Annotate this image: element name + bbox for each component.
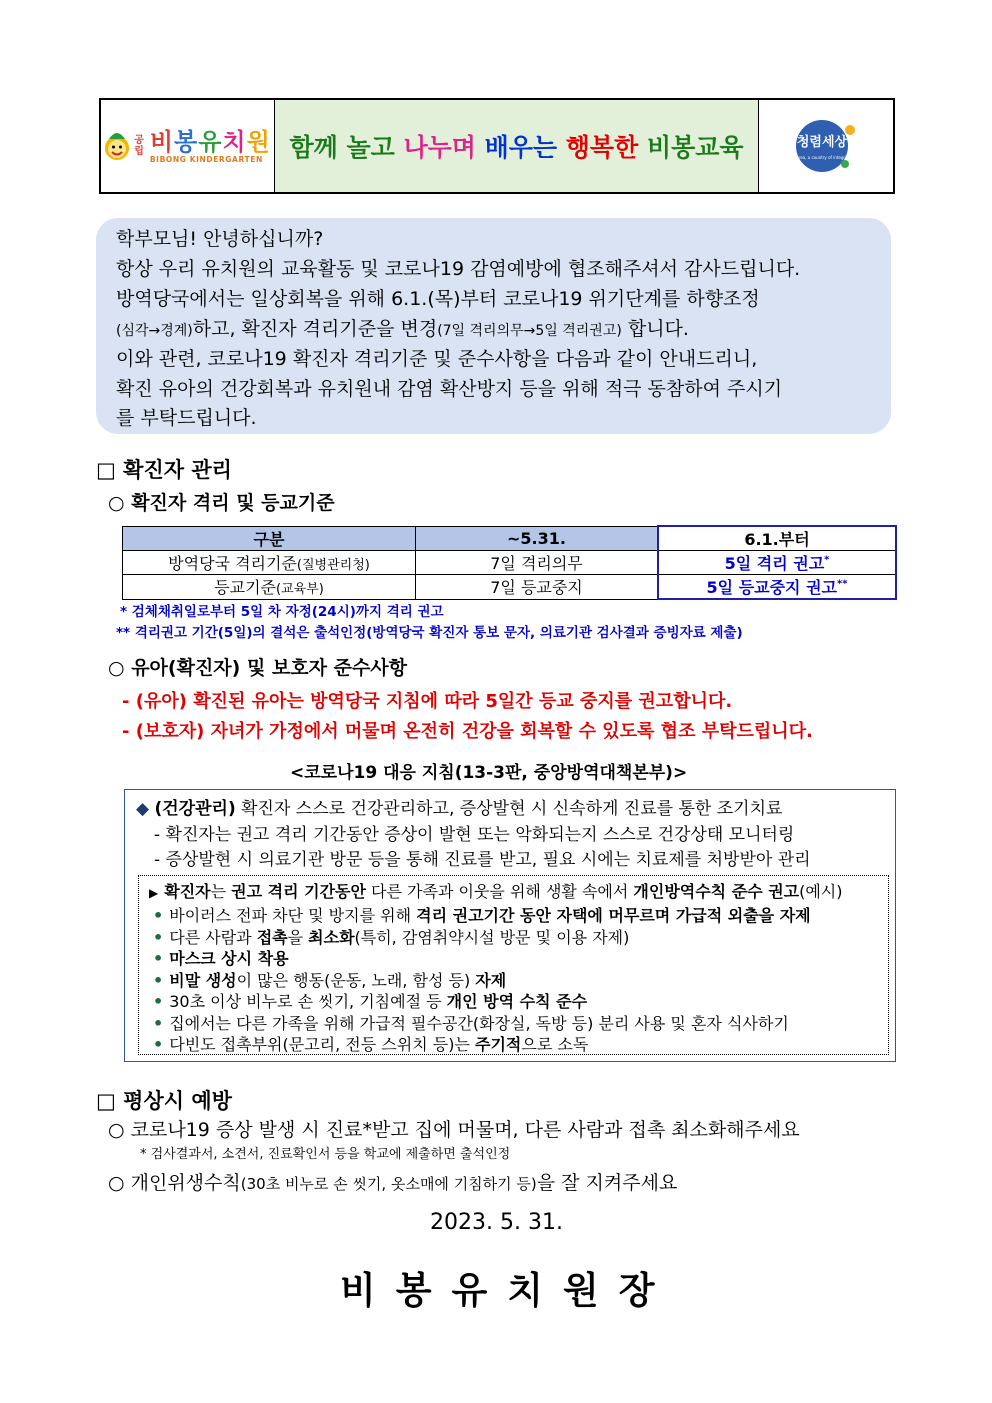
personal-rules-box <box>138 875 889 1055</box>
table-cell-new: 5일 등교중지 권고** <box>658 575 896 600</box>
list-item-text: 주기적 <box>475 1035 522 1054</box>
logo-subtitle: BIBONG KINDERGARTEN <box>149 154 263 164</box>
bullet-icon: • <box>153 927 164 947</box>
table-header-until: ~5.31. <box>416 526 659 551</box>
greeting-line-5: 이와 관련, 코로나19 확진자 격리기준 및 준수사항을 다음과 같이 안내드리니, <box>116 348 758 370</box>
logo-tag-2: 립 <box>134 146 144 157</box>
guideline-sub-1: - 확진자는 권고 격리 기간동안 증상이 발현 또는 악화되는지 스스로 건강상태 모니터링 <box>154 825 795 845</box>
table-row <box>123 551 897 575</box>
logo-letter: 원 <box>246 127 271 156</box>
slogan-word: 나누며 <box>403 133 485 162</box>
table-header-row <box>123 526 897 551</box>
integrity-badge-icon <box>790 118 862 174</box>
list-item <box>153 903 811 926</box>
list-item-text: 격리 권고기간 동안 자택에 머무르며 가급적 외출을 자제 <box>416 906 811 925</box>
diamond-bullet-icon: ◆ <box>136 799 150 819</box>
health-management-line: ◆ (건강관리) 확진자 스스로 건강관리하고, 증상발현 시 신속하게 진료를 통한 조기치료 <box>136 799 783 819</box>
prevention-line-2: ○ 개인위생수칙(30초 비누로 손 씻기, 옷소매에 기침하기 등)을 잘 지켜주세요 <box>108 1172 678 1194</box>
list-item-text: 으로 소독 <box>521 1035 589 1054</box>
list-item-text: 이 많은 행동(운동, 노래, 함성 등) <box>236 970 476 990</box>
table-cell-label: 방역당국 격리기준(질병관리청) <box>123 551 416 575</box>
greeting-box <box>96 218 891 434</box>
logo-letter: 유 <box>198 127 223 156</box>
bullet-icon: • <box>153 949 164 968</box>
section-title-prevention: □ 평상시 예방 <box>96 1089 232 1113</box>
bullet-icon: • <box>153 970 164 990</box>
greeting-line-1: 학부모님! 안녕하십니까? <box>116 228 324 250</box>
list-item-text: 30초 이상 비누로 손 씻기, 기침예절 등 <box>169 992 447 1011</box>
table-cell-old: 7일 등교중지 <box>416 575 659 600</box>
list-item-text: 바이러스 전파 차단 및 방지를 위해 <box>169 906 417 925</box>
isolation-table <box>122 525 897 600</box>
logo-letter: 봉 <box>174 127 199 156</box>
logo-letter: 비 <box>149 127 175 156</box>
letterhead <box>99 98 895 194</box>
table-note-2: ** 격리권고 기간(5일)의 결석은 출석인정(방역당국 확진자 통보 문자, 의료기관 검사결과 증빙자료 제출) <box>116 625 743 641</box>
table-cell-new: 5일 격리 권고* <box>658 551 896 575</box>
list-item-text: 을 <box>287 927 309 947</box>
list-item <box>153 989 587 1012</box>
list-item-text: 다빈도 접촉부위(문고리, 전등 스위치 등)는 <box>169 1035 475 1054</box>
list-item <box>153 968 506 991</box>
greeting-line-6: 확진 유아의 건강회복과 유치원내 감염 확산방지 등을 위해 적극 동참하여 주시기 <box>116 378 783 400</box>
child-guideline: - (유아) 확진된 유아는 방역당국 지침에 따라 5일간 등교 중지를 권고합니다. <box>122 691 733 712</box>
guideline-title: <코로나19 대응 지침(13-3판, 중앙방역대책본부)> <box>290 763 688 783</box>
list-item <box>153 946 289 969</box>
personal-rules-heading: ▶ 확진자는 권고 격리 기간동안 다른 가족과 이웃을 위해 생활 속에서 개인방역수칙 준수 권고(예시) <box>149 882 843 901</box>
slogan-word: 배우는 <box>484 133 566 162</box>
table-header-category: 구분 <box>123 526 416 551</box>
logo-tag-1: 공 <box>134 135 144 146</box>
table-cell-label: 등교기준(교육부) <box>123 575 416 600</box>
subsection-isolation-criteria: ○ 확진자 격리 및 등교기준 <box>108 492 335 514</box>
list-item <box>153 1011 789 1034</box>
list-item-text: (특히, 감염취약시설 방문 및 이용 자제) <box>354 927 630 947</box>
table-header-from: 6.1.부터 <box>658 526 896 551</box>
table-cell-old: 7일 격리의무 <box>416 551 659 575</box>
greeting-line-4: (심각→경계)하고, 확진자 격리기준을 변경(7일 격리의무→5일 격리권고) 합니다. <box>116 318 689 340</box>
integrity-emblem <box>759 100 893 192</box>
section-title-confirmed: □ 확진자 관리 <box>96 458 232 482</box>
guardian-guideline: - (보호자) 자녀가 가정에서 머물며 온전히 건강을 회복할 수 있도록 협조 부탁드립니다. <box>122 721 813 742</box>
table-row <box>123 575 897 600</box>
bullet-icon: • <box>153 992 164 1011</box>
prevention-line-1: ○ 코로나19 증상 발생 시 진료*받고 집에 머물며, 다른 사람과 접촉 최소화해주세요 <box>108 1119 800 1141</box>
guideline-sub-2: - 증상발현 시 의료기관 방문 등을 통해 진료를 받고, 필요 시에는 치료제를 처방받아 관리 <box>154 850 811 870</box>
slogan <box>275 100 759 192</box>
logo-name <box>150 129 271 155</box>
child-face-icon <box>104 129 130 163</box>
subsection-compliance: ○ 유아(확진자) 및 보호자 준수사항 <box>108 657 408 679</box>
greeting-line-2: 항상 우리 유치원의 교육활동 및 코로나19 감염예방에 협조해주셔서 감사드립니다. <box>116 258 801 280</box>
list-item-text: 다른 사람과 <box>169 927 257 947</box>
list-item-text: 비말 생성 <box>169 970 237 990</box>
list-item <box>153 925 629 948</box>
school-logo <box>101 100 275 192</box>
triangle-bullet-icon: ▶ <box>149 886 159 900</box>
principal-signature: 비봉유치원장 <box>340 1269 675 1312</box>
prevention-note: * 검사결과서, 소견서, 진료확인서 등을 학교에 제출하면 출석인정 <box>140 1147 511 1162</box>
emblem-text: 청렴세상 <box>796 135 848 150</box>
list-item-text: 집에서는 다른 가족을 위해 가급적 필수공간(화장실, 독방 등) 분리 사용 및 혼자 식사하기 <box>169 1013 789 1033</box>
bullet-icon: • <box>153 906 164 925</box>
list-item <box>153 1032 588 1055</box>
greeting-line-3: 방역당국에서는 일상회복을 위해 6.1.(목)부터 코로나19 위기단계를 하향조정 <box>116 288 760 310</box>
greeting-line-7: 를 부탁드립니다. <box>116 407 257 429</box>
table-note-1: * 검체채취일로부터 5일 차 자정(24시)까지 격리 권고 <box>120 604 444 620</box>
list-item-text: 최소화 <box>308 927 355 947</box>
list-item-text: 마스크 상시 착용 <box>169 949 289 968</box>
issue-date: 2023. 5. 31. <box>430 1210 563 1235</box>
emblem-subtext: Korea, a country of integrity <box>793 155 851 160</box>
bullet-icon: • <box>153 1013 164 1033</box>
list-item-text: 자제 <box>475 970 507 990</box>
list-item-text: 개인 방역 수칙 준수 <box>446 992 588 1011</box>
slogan-word: 함께 놀고 <box>289 133 404 162</box>
slogan-word: 비봉교육 <box>646 133 744 162</box>
bullet-icon: • <box>153 1035 164 1054</box>
list-item-text: 접촉 <box>256 927 288 947</box>
logo-letter: 치 <box>222 127 247 156</box>
slogan-word: 행복한 <box>565 133 647 162</box>
